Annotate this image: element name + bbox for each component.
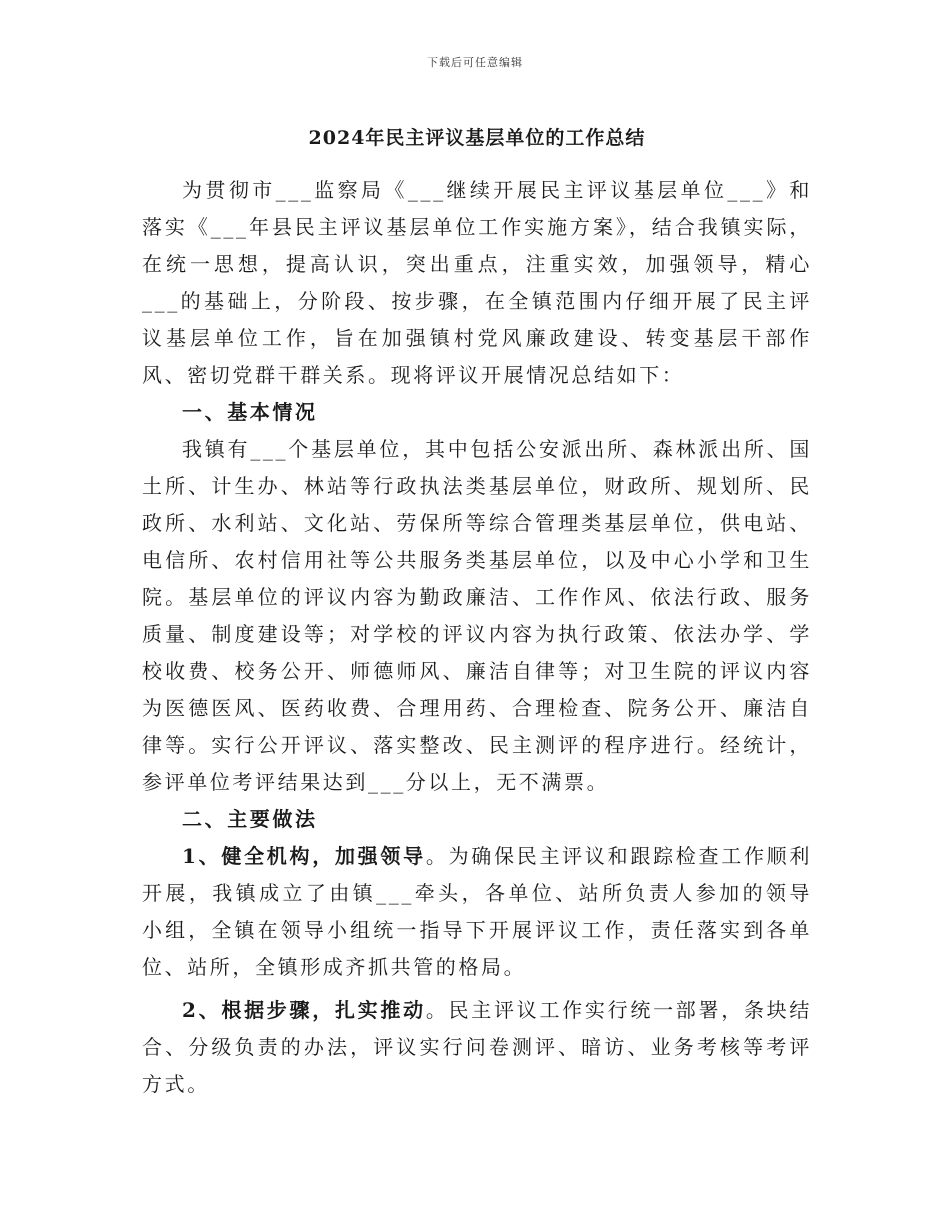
practice-item-1-lead: 1、健全机构，加强领导 (182, 844, 426, 868)
document-body (142, 122, 812, 1103)
practice-item-2-lead: 2、根据步骤，扎实推动 (182, 998, 426, 1022)
section-heading-basic-situation: 一、基本情况 (182, 400, 318, 424)
practice-item-1 (142, 838, 812, 986)
header-note: 下载后可任意编辑 (427, 56, 523, 69)
intro-paragraph: 为贯彻市___监察局《___继续开展民主评议基层单位___》和落实《___年县民主评议基层单位工作实施方案》，结合我镇实际，在统一思想，提高认识，突出重点，注重实效，加强领导，精心___的基础上，分阶段、按步骤，在全镇范围内仔细开展了民主评议基层单位工作，旨在加强镇村党风廉政建设、转变基层干部作风、密切党群干群关系。现将评议开展情况总结如下： (142, 178, 812, 387)
practice-item-2-body: 。民主评议工作实行统一部署，条块结合、分级负责的办法，评议实行问卷测评、暗访、业务考核等考评方式。 (142, 998, 812, 1096)
section-heading-main-practices: 二、主要做法 (182, 807, 318, 831)
practice-item-1-body: 。为确保民主评议和跟踪检查工作顺利开展，我镇成立了由镇___牵头，各单位、站所负责人参加的领导小组，全镇在领导小组统一指导下开展评议工作，责任落实到各单位、站所，全镇形成齐抓共管的格局。 (142, 844, 812, 979)
document-title: 2024年民主评议基层单位的工作总结 (308, 127, 646, 149)
section-basic-situation-body: 我镇有___个基层单位，其中包括公安派出所、森林派出所、国土所、计生办、林站等行政执法类基层单位，财政所、规划所、民政所、水利站、文化站、劳保所等综合管理类基层单位，供电站、电信所、农村信用社等公共服务类基层单位，以及中心小学和卫生院。基层单位的评议内容为勤政廉洁、工作作风、依法行政、服务质量、制度建设等；对学校的评议内容为执行政策、依法办学、学校收费、校务公开、师德师风、廉洁自律等；对卫生院的评议内容为医德医风、医药收费、合理用药、合理检查、院务公开、廉洁自律等。实行公开评议、落实整改、民主测评的程序进行。经统计，参评单位考评结果达到___分以上，无不满票。 (142, 437, 812, 794)
practice-item-2 (142, 992, 812, 1103)
